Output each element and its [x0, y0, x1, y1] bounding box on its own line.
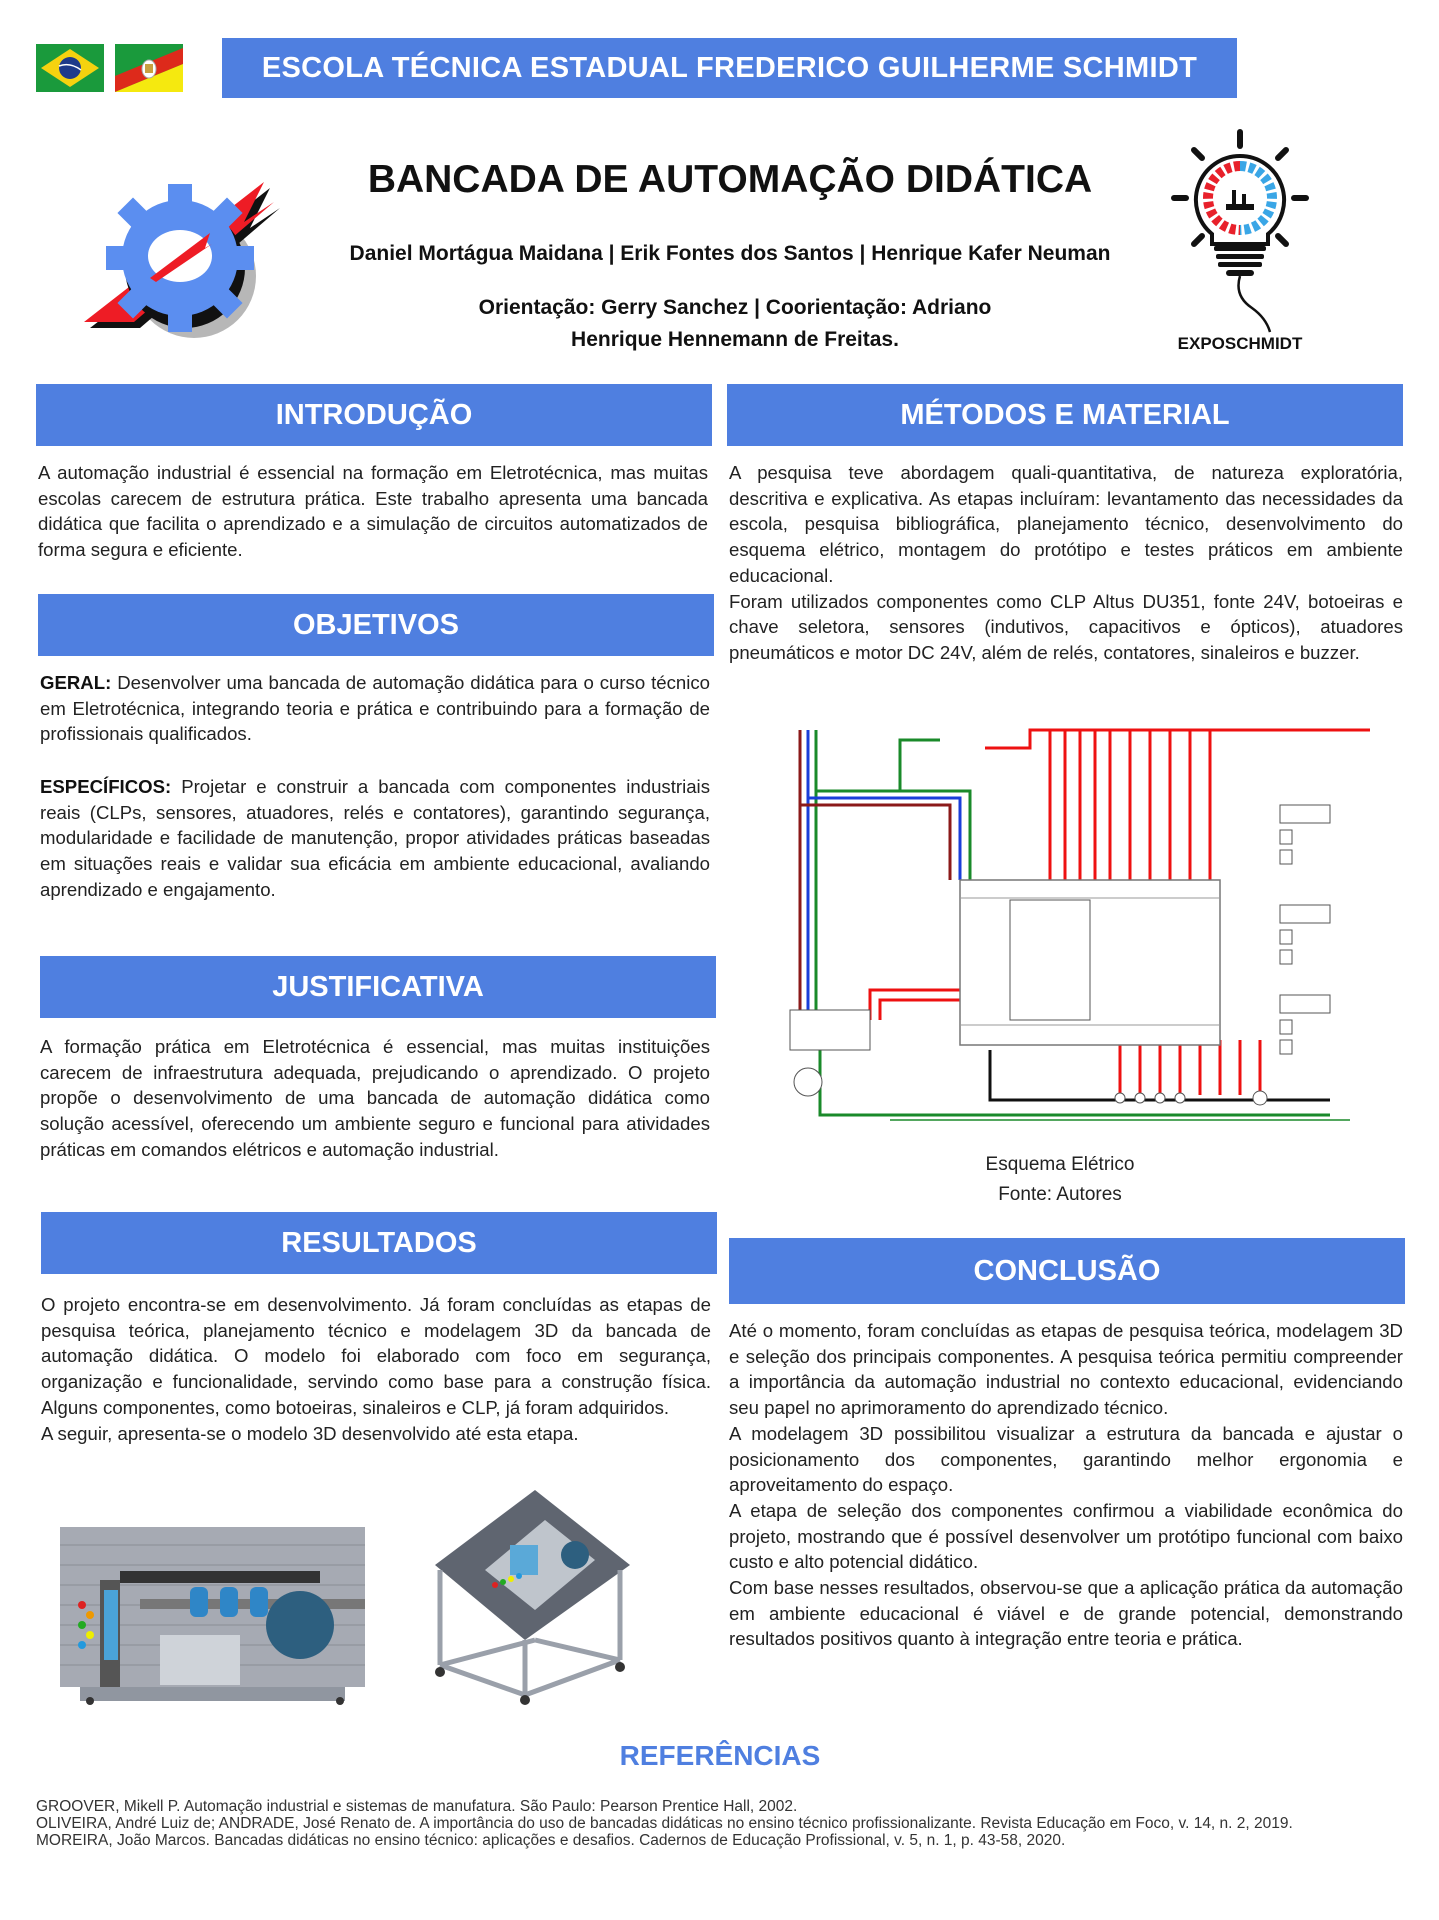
resultados-paragraph-2: A seguir, apresenta-se o modelo 3D desenvolvido até esta etapa. [41, 1422, 579, 1444]
conclusao-paragraph-2: A modelagem 3D possibilitou visualizar a estrutura da bancada e ajustar o posicionamento dos componentes, garantindo melhor ergonomia e aproveitamento do espaço. [729, 1422, 1403, 1496]
reference-item: OLIVEIRA, André Luiz de; ANDRADE, José Renato de. A importância do uso de bancadas didáticas no ensino técnico profissionalizante. Revista Educação em Foco, v. 14, n. 2, 2019. [36, 1815, 1293, 1832]
bench-3d-front-view-image [60, 1505, 365, 1705]
references-heading: REFERÊNCIAS [619, 1740, 821, 1771]
conclusao-paragraph-4: Com base nesses resultados, observou-se que a aplicação prática da automação em ambiente educacional é viável e de grande potencial, demonstrando resultados positivos quanto à integração entre teoria e prática. [729, 1577, 1403, 1650]
especificos-text: Projetar e construir a bancada com componentes industriais reais (CLPs, sensores, atuadores, relés e contatores), garantindo segurança, modularidade e facilidade de manutenção, propor atividades práticas baseadas em situações reais e validar sua eficácia em ambiente educacional, avaliando aprendizado e engajamento. [40, 776, 710, 900]
objetivos-geral [40, 670, 710, 747]
conclusao-text [729, 1318, 1403, 1652]
resultados-text [41, 1292, 711, 1446]
advisors [420, 292, 1050, 356]
advisors-line-2: Henrique Hennemann de Freitas. [571, 328, 899, 351]
school-gear-logo [70, 170, 290, 350]
section-heading-objetivos: OBJETIVOS [38, 594, 714, 656]
reference-item: MOREIRA, João Marcos. Bancadas didáticas no ensino técnico: aplicações e desafios. Cadernos de Educação Profissional, v. 5, n. 1, p. 43-58, 2020. [36, 1832, 1066, 1849]
exposchmidt-label: EXPOSCHMIDT [1177, 334, 1303, 353]
advisors-line-1: Orientação: Gerry Sanchez | Coorientação: Adriano [478, 296, 992, 319]
metodos-paragraph-2: Foram utilizados componentes como CLP Altus DU351, fonte 24V, botoeiras e chave seletora, sensores (indutivos, capacitivos e ópticos), atuadores pneumáticos e motor DC 24V, além de relés, contatores, sinaleiros e buzzer. [729, 590, 1403, 663]
metodos-paragraph-1: A pesquisa teve abordagem quali-quantitativa, de natureza exploratória, descritiva e explicativa. As etapas incluíram: levantamento das necessidades da escola, pesquisa bibliográfica, planejamento técnico, desenvolvimento do esquema elétrico, montagem do protótipo e testes práticos em ambiente educacional. [729, 462, 1403, 586]
school-name-banner: ESCOLA TÉCNICA ESTADUAL FREDERICO GUILHERME SCHMIDT [222, 38, 1237, 98]
geral-label: GERAL: [40, 672, 112, 693]
section-heading-metodos: MÉTODOS E MATERIAL [727, 384, 1403, 446]
electrical-schematic-image [770, 720, 1370, 1140]
geral-text: Desenvolver uma bancada de automação didática para o curso técnico em Eletrotécnica, integrando teoria e prática e contribuindo para a formação de profissionais qualificados. [40, 672, 710, 745]
introducao-text: A automação industrial é essencial na formação em Eletrotécnica, mas muitas escolas carecem de estrutura prática. Este trabalho apresenta uma bancada didática que facilita o aprendizado e a simulação de circuitos automatizados de forma segura e eficiente. [38, 462, 708, 561]
schematic-caption [890, 1150, 1230, 1210]
conclusao-paragraph-3: A etapa de seleção dos componentes confirmou a viabilidade econômica do projeto, mostrando que é possível desenvolver um protótipo funcional com baixo custo e alto potencial didático. [729, 1499, 1403, 1573]
section-heading-justificativa: JUSTIFICATIVA [40, 956, 716, 1018]
bench-3d-isometric-view-image [425, 1490, 630, 1705]
objetivos-especificos [40, 774, 710, 903]
exposchmidt-lightbulb-logo [1160, 128, 1320, 333]
conclusao-paragraph-1: Até o momento, foram concluídas as etapas de pesquisa teórica, modelagem 3D e seleção dos principais componentes. A pesquisa teórica permitiu compreender a importância da automação industrial no contexto educacional, evidenciando seu papel no aprimoramento do aprendizado técnico. [729, 1320, 1403, 1419]
schematic-caption-source: Fonte: Autores [998, 1184, 1122, 1205]
resultados-paragraph-1: O projeto encontra-se em desenvolvimento. Já foram concluídas as etapas de pesquisa teórica, planejamento técnico e modelagem 3D da bancada de automação didática. O modelo foi elaborado com foco em segurança, organização e funcionalidade, servindo como base para a construção física. Alguns componentes, como botoeiras, sinaleiros e CLP, já foram adquiridos. [41, 1294, 711, 1418]
section-heading-introducao: INTRODUÇÃO [36, 384, 712, 446]
schematic-caption-title: Esquema Elétrico [985, 1154, 1135, 1175]
metodos-text [729, 460, 1403, 666]
section-heading-conclusao: CONCLUSÃO [729, 1238, 1405, 1304]
references-list [36, 1798, 1406, 1849]
section-heading-resultados: RESULTADOS [41, 1212, 717, 1274]
justificativa-text: A formação prática em Eletrotécnica é essencial, mas muitas instituições carecem de infraestrutura adequada, prejudicando o aprendizado. O projeto propõe o desenvolvimento de uma bancada de automação didática como solução acessível, oferecendo um ambiente seguro e funcional para atividades práticas em comandos elétricos e automação industrial. [40, 1036, 710, 1160]
poster-title: BANCADA DE AUTOMAÇÃO DIDÁTICA [367, 158, 1093, 201]
rio-grande-do-sul-flag [115, 44, 183, 92]
brazil-flag [36, 44, 104, 92]
authors: Daniel Mortágua Maidana | Erik Fontes dos Santos | Henrique Kafer Neuman [349, 242, 1111, 265]
reference-item: GROOVER, Mikell P. Automação industrial e sistemas de manufatura. São Paulo: Pearson Prentice Hall, 2002. [36, 1798, 798, 1815]
especificos-label: ESPECÍFICOS: [40, 776, 172, 797]
